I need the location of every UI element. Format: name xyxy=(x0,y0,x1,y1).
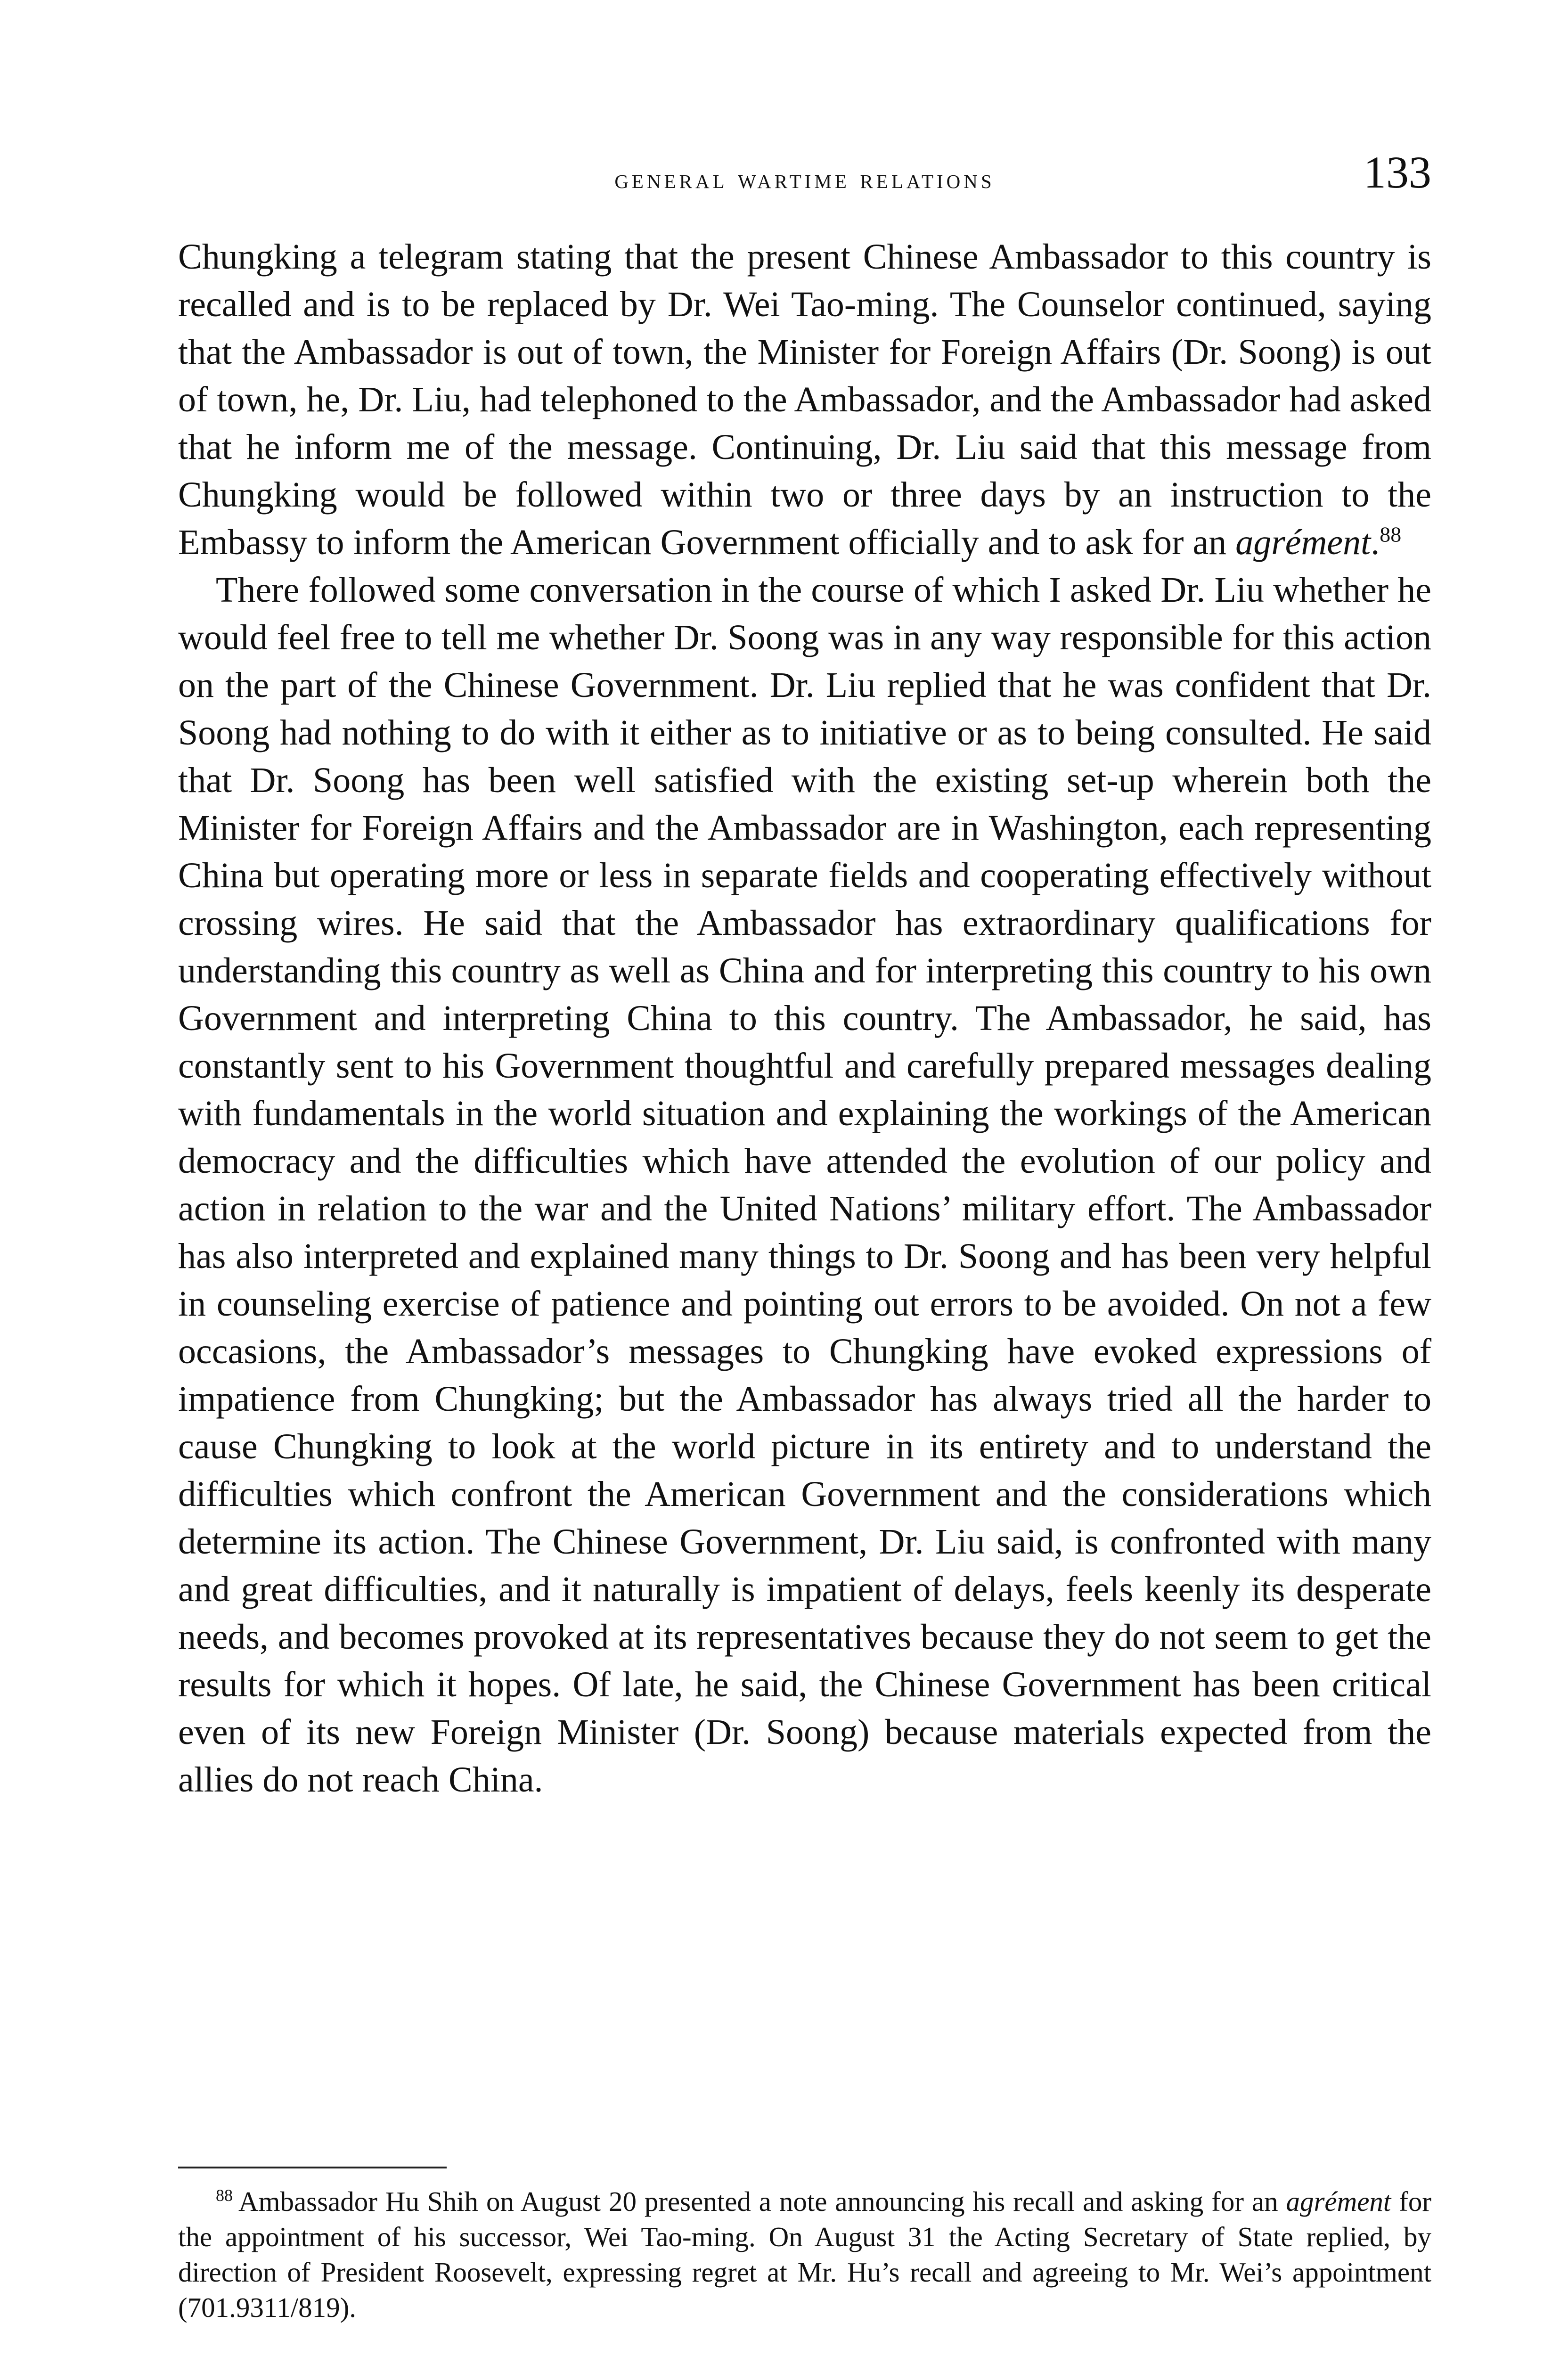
paragraph-1-end-punctuation: . xyxy=(1371,523,1380,562)
running-head xyxy=(178,147,1431,202)
footnote-divider xyxy=(178,2167,447,2168)
paragraph-1-text: Chungking a telegram stating that the present Chinese Ambassador to this country is recalled and is to be replaced by Dr. Wei Tao-ming. The Counselor continued, saying that the Ambassador is out of town, the Minister for Foreign Affairs (Dr. Soong) is out of town, he, Dr. Liu, had telephoned to the Ambassador, and the Ambassador had asked that he inform me of the message. Continuing, Dr. Liu said that this message from Chungking would be followed within two or three days by an instruction to the Embassy to inform the American Government officially and to ask for an xyxy=(178,237,1431,562)
running-title: general wartime relations xyxy=(614,164,995,194)
footnote-text-start: Ambassador Hu Shih on August 20 presented a note announcing his recall and asking for an xyxy=(238,2186,1286,2217)
body-text xyxy=(178,233,1431,1804)
footnote-88 xyxy=(178,2184,1431,2325)
footnote-text-end: for the appointment of his successor, Wei Tao-ming. On August 31 the Acting Secretary of State replied, by direction of President Roosevelt, expressing regret at Mr. Hu’s recall and agreeing to Mr. Wei’s appointment (701.9311/819). xyxy=(178,2186,1432,2323)
footnote-agrement-italic: agrément xyxy=(1286,2186,1391,2217)
footnote xyxy=(178,2184,1431,2325)
paragraph-2: There followed some conversation in the course of which I asked Dr. Liu whether he would feel free to tell me whether Dr. Soong was in any way responsible for this action on the part of the Chinese Government. Dr. Liu replied that he was confident that Dr. Soong had nothing to do with it either as to initiative or as to being consulted. He said that Dr. Soong has been well satisfied with the existing set-up wherein both the Minister for Foreign Affairs and the Ambassador are in Washington, each representing China but operating more or less in separate fields and cooperating effectively without crossing wires. He said that the Ambassador has extraordinary qualifications for understanding this country as well as China and for interpreting this country to his own Government and interpreting China to this country. The Ambassador, he said, has constantly sent to his Government thoughtful and carefully prepared messages dealing with fundamentals in the world situation and explaining the workings of the American democracy and the difficulties which have attended the evolution of our policy and action in relation to the war and the United Nations’ military effort. The Ambassador has also interpreted and explained many things to Dr. Soong and has been very helpful in counseling exercise of patience and pointing out errors to be avoided. On not a few occasions, the Ambassador’s messages to Chungking have evoked expressions of impatience from Chungking; but the Ambassador has always tried all the harder to cause Chungking to look at the world picture in its entirety and to understand the difficulties which confront the American Government and the considerations which determine its action. The Chinese Government, Dr. Liu said, is confronted with many and great difficulties, and it naturally is impatient of delays, feels keenly its desperate needs, and becomes provoked at its representatives because they do not seem to get the results for which it hopes. Of late, he said, the Chinese Government has been critical even of its new Foreign Minister (Dr. Soong) because materials expected from the allies do not reach China. xyxy=(178,570,1431,1800)
agrement-italic: agrément xyxy=(1235,523,1371,562)
footnote-reference: 88 xyxy=(1380,522,1402,547)
page-number: 133 xyxy=(1364,147,1431,197)
footnote-marker: 88 xyxy=(216,2186,233,2205)
paragraph-1 xyxy=(178,233,1431,566)
